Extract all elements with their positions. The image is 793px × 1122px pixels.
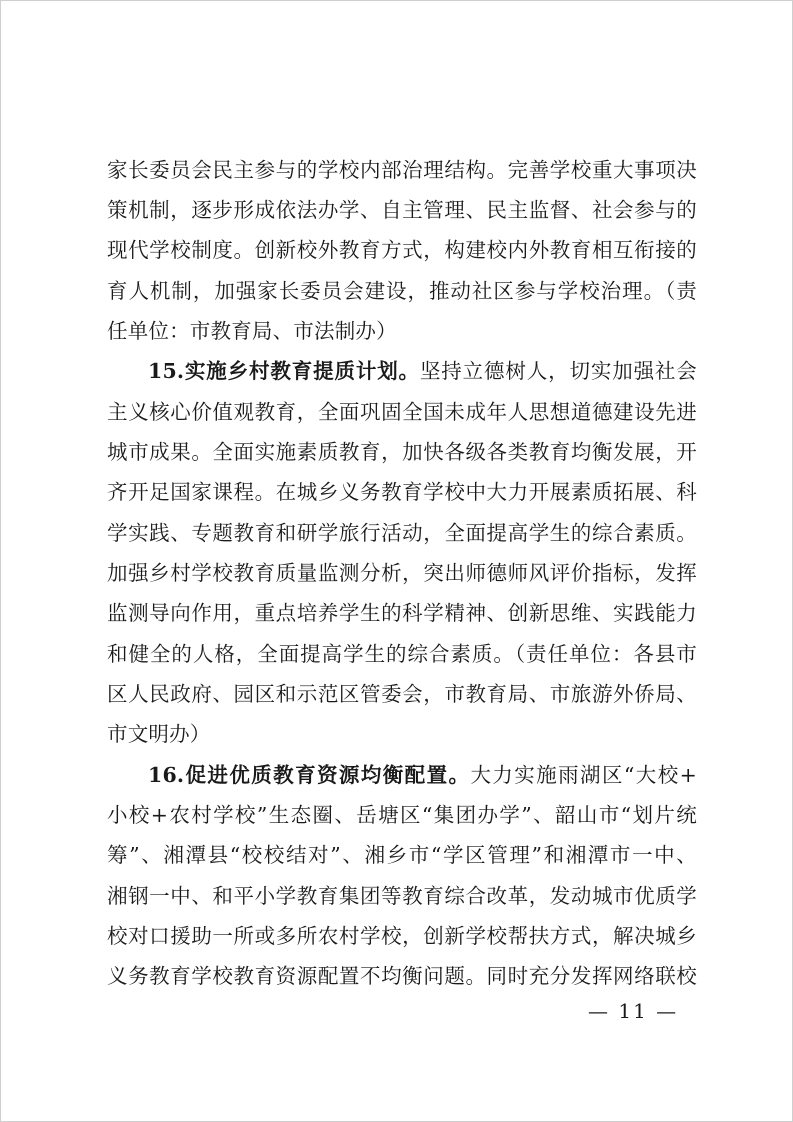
page-number: — 11 — bbox=[588, 999, 679, 1023]
paragraph-line: 加强乡村学校教育质量监测分析，突出师德师风评价指标，发挥 bbox=[107, 561, 697, 585]
paragraph-line: 育人机制，加强家长委员会建设，推动社区参与学校治理。（责 bbox=[107, 279, 697, 303]
paragraph-line: 区人民政府、园区和示范区管委会，市教育局、市旅游外侨局、 bbox=[107, 682, 697, 706]
paragraph-line: 和健全的人格，全面提高学生的综合素质。（责任单位：各县市 bbox=[107, 642, 697, 666]
paragraph-line: 校对口援助一所或多所农村学校，创新学校帮扶方式，解决城乡 bbox=[107, 924, 697, 948]
paragraph-line: 家长委员会民主参与的学校内部治理结构。完善学校重大事项决 bbox=[107, 158, 697, 182]
paragraph-line: 义务教育学校教育资源配置不均衡问题。同时充分发挥网络联校 bbox=[107, 964, 697, 988]
section-16-heading: 16.促进优质教育资源均衡配置。 bbox=[148, 763, 471, 787]
paragraph-line: 任单位：市教育局、市法制办） bbox=[107, 319, 397, 343]
paragraph-line: 主义核心价值观教育，全面巩固全国未成年人思想道德建设先进 bbox=[107, 400, 697, 424]
paragraph-line: 齐开足国家课程。在城乡义务教育学校中大力开展素质拓展、科 bbox=[107, 480, 697, 504]
section-16-first-line bbox=[148, 755, 697, 795]
section-15-heading: 15.实施乡村教育提质计划。 bbox=[148, 359, 420, 383]
section-15-first-line bbox=[148, 351, 697, 391]
section-16-lead-text: 大力实施雨湖区“大校+ bbox=[470, 763, 697, 787]
section-15-lead-text: 坚持立德树人，切实加强社会 bbox=[419, 359, 697, 383]
paragraph-line: 学实践、专题教育和研学旅行活动，全面提高学生的综合素质。 bbox=[107, 521, 697, 545]
paragraph-line: 现代学校制度。创新校外教育方式，构建校内外教育相互衔接的 bbox=[107, 238, 697, 262]
paragraph-line: 策机制，逐步形成依法办学、自主管理、民主监督、社会参与的 bbox=[107, 198, 697, 222]
paragraph-line: 筹”、湘潭县“校校结对”、湘乡市“学区管理”和湘潭市一中、 bbox=[107, 843, 697, 867]
paragraph-line: 小校+农村学校”生态圈、岳塘区“集团办学”、韶山市“划片统 bbox=[107, 803, 697, 827]
paragraph-line: 市文明办） bbox=[107, 722, 211, 746]
paragraph-line: 湘钢一中、和平小学教育集团等教育综合改革，发动城市优质学 bbox=[107, 884, 697, 908]
paragraph-line: 城市成果。全面实施素质教育，加快各级各类教育均衡发展，开 bbox=[107, 440, 697, 464]
paragraph-line: 监测导向作用，重点培养学生的科学精神、创新思维、实践能力 bbox=[107, 601, 697, 625]
